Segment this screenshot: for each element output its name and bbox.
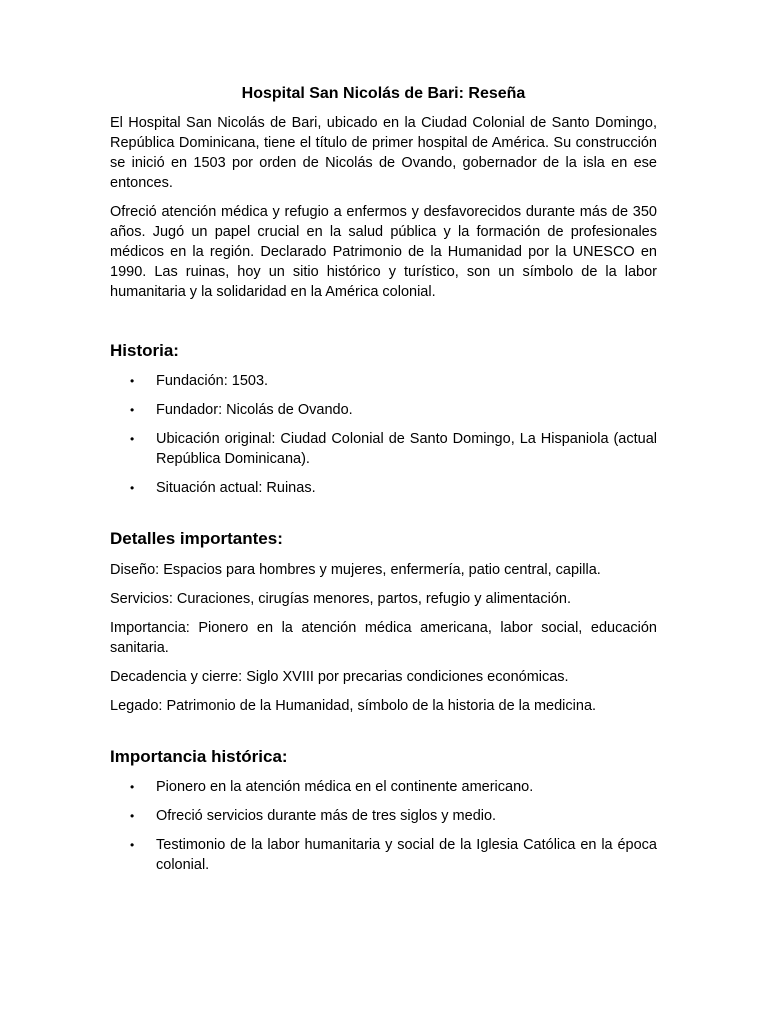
bullet-icon: •	[130, 374, 135, 388]
list-item	[110, 478, 657, 498]
intro-paragraph: Ofreció atención médica y refugio a enfermos y desfavorecidos durante más de 350 años. Jugó un papel crucial en la salud pública y la formación de profesionales médicos en la región. Declarado Patrimonio de la Humanidad por la UNESCO en 1990. Las ruinas, hoy un sitio histórico y turístico, son un símbolo de la labor humanitaria y la solidaridad en la América colonial.	[110, 204, 657, 300]
list-item-text: Fundador: Nicolás de Ovando.	[156, 402, 353, 418]
document-page	[110, 84, 657, 884]
list-item	[110, 835, 657, 875]
detalles-heading: Detalles importantes:	[110, 529, 283, 548]
intro-paragraph: El Hospital San Nicolás de Bari, ubicado en la Ciudad Colonial de Santo Domingo, República Dominicana, tiene el título de primer hospital de América. Su construcción se inició en 1503 por orden de Nicolás de Ovando, gobernador de la isla en ese entonces.	[110, 115, 657, 191]
bullet-icon: •	[130, 809, 135, 823]
detalle-paragraph: Servicios: Curaciones, cirugías menores, partos, refugio y alimentación.	[110, 591, 571, 607]
list-item-text: Testimonio de la labor humanitaria y social de la Iglesia Católica en la época colonial.	[156, 837, 657, 873]
list-item-text: Fundación: 1503.	[156, 373, 269, 389]
detalle-paragraph: Diseño: Espacios para hombres y mujeres, enfermería, patio central, capilla.	[110, 562, 601, 578]
list-item-text: Situación actual: Ruinas.	[156, 480, 316, 496]
bullet-icon: •	[130, 481, 135, 495]
detalle-paragraph: Legado: Patrimonio de la Humanidad, símbolo de la historia de la medicina.	[110, 698, 597, 714]
detalle-paragraph: Decadencia y cierre: Siglo XVIII por precarias condiciones económicas.	[110, 669, 569, 685]
list-item	[110, 777, 657, 797]
historia-heading: Historia:	[110, 341, 179, 360]
list-item	[110, 806, 657, 826]
bullet-icon: •	[130, 403, 135, 417]
bullet-icon: •	[130, 780, 135, 794]
detalles-section	[110, 528, 657, 716]
bullet-icon: •	[130, 432, 135, 446]
document-title: Hospital San Nicolás de Bari: Reseña	[241, 85, 526, 102]
list-item-text: Pionero en la atención médica en el continente americano.	[156, 779, 534, 795]
historia-section	[110, 340, 657, 498]
list-item	[110, 371, 657, 391]
list-item-text: Ubicación original: Ciudad Colonial de Santo Domingo, La Hispaniola (actual República Dominicana).	[156, 431, 657, 467]
list-item	[110, 400, 657, 420]
importancia-list	[110, 777, 657, 875]
historia-list	[110, 371, 657, 498]
intro-section	[110, 113, 657, 302]
importancia-heading: Importancia histórica:	[110, 747, 288, 766]
list-item-text: Ofreció servicios durante más de tres siglos y medio.	[156, 808, 497, 824]
list-item	[110, 429, 657, 469]
detalle-paragraph: Importancia: Pionero en la atención médica americana, labor social, educación sanitaria.	[110, 620, 657, 656]
bullet-icon: •	[130, 838, 135, 852]
importancia-section	[110, 746, 657, 875]
